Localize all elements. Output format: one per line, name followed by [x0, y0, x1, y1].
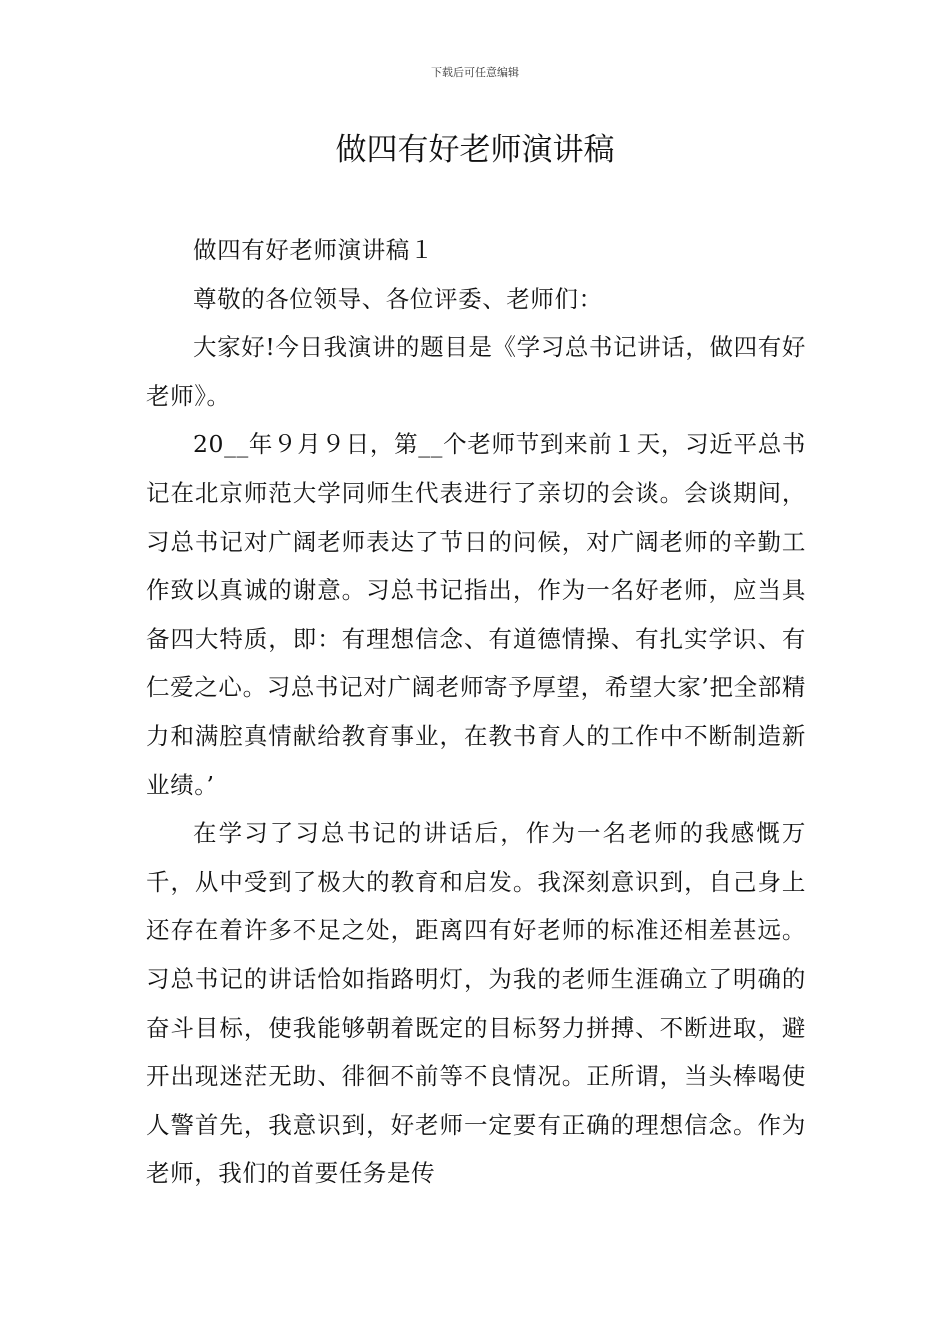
- paragraph-reflection: 在学习了习总书记的讲话后，作为一名老师的我感慨万千，从中受到了极大的教育和启发。我深刻意识到，自己身上还存在着许多不足之处，距离四有好老师的标准还相差甚远。习总书记的讲话恰如指路明灯，为我的老师生涯确立了明确的奋斗目标，使我能够朝着既定的目标努力拼搏、不断进取，避开出现迷茫无助、徘徊不前等不良情况。正所谓，当头棒喝使人警首先，我意识到，好老师一定要有正确的理想信念。作为老师，我们的首要任务是传: [146, 819, 806, 1188]
- document-body: [146, 226, 806, 1198]
- paragraph-section-heading: 做四有好老师演讲稿１: [193, 236, 434, 264]
- paragraph-greeting: 大家好!今日我演讲的题目是《学习总书记讲话，做四有好老师》。: [146, 333, 806, 410]
- paragraph-background: 20__年９月９日，第__个老师节到来前１天，习近平总书记在北京师范大学同师生代表进行了亲切的会谈。会谈期间，习总书记对广阔老师表达了节日的问候，对广阔老师的辛勤工作致以真诚的谢意。习总书记指出，作为一名好老师，应当具备四大特质，即：有理想信念、有道德情操、有扎实学识、有仁爱之心。习总书记对广阔老师寄予厚望，希望大家’把全部精力和满腔真情献给教育事业，在教书育人的工作中不断制造新业绩。’: [146, 430, 806, 799]
- page-header-note: 下载后可任意编辑: [431, 66, 519, 79]
- document-title: 做四有好老师演讲稿: [335, 132, 615, 168]
- paragraph-salutation: 尊敬的各位领导、各位评委、老师们：: [193, 284, 603, 313]
